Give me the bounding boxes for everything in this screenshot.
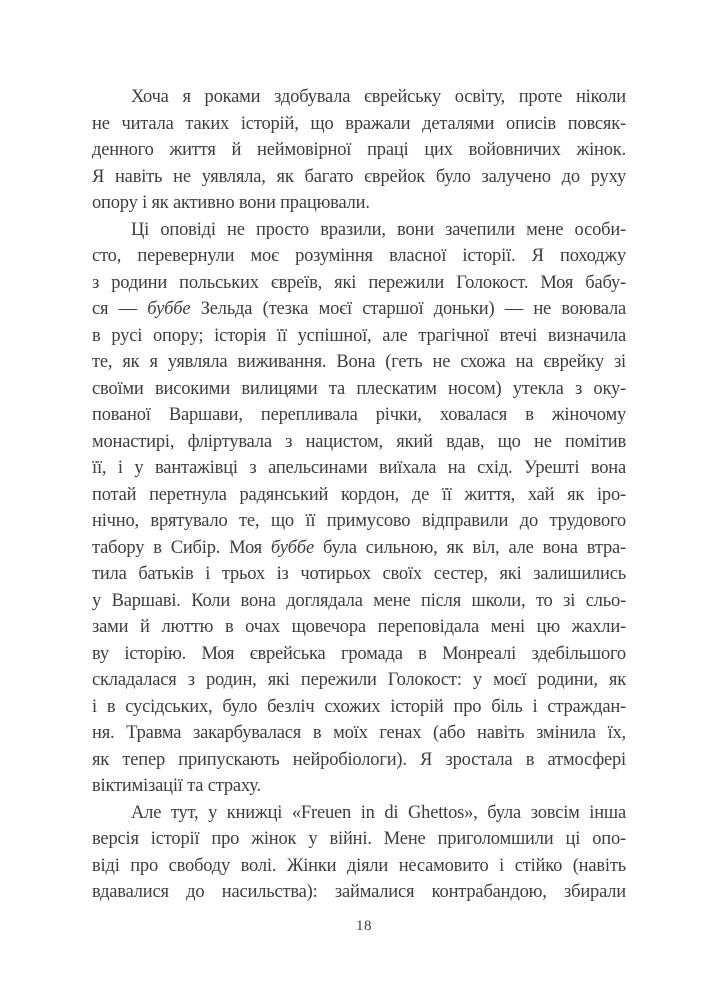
text-run: ня. Травма закарбувалася в моїх генах (або навіть змінила їх, <box>92 723 626 743</box>
page-number: 18 <box>356 918 372 934</box>
text-line <box>92 84 626 111</box>
text-run: версія історії про жінок у війні. Мене приголомшили ці опо- <box>92 829 626 849</box>
text-block <box>92 84 626 906</box>
text-run: нічно, врятувало те, що її примусово відправили до трудового <box>92 511 626 531</box>
text-line <box>92 720 626 747</box>
text-run: тила батьків і трьох із чотирьох своїх сестер, які залишились <box>92 564 626 584</box>
text-run: сто, перевернули моє розуміння власної історії. Я походжу <box>92 246 626 266</box>
text-line <box>92 376 626 403</box>
text-line <box>92 588 626 615</box>
text-line <box>92 614 626 641</box>
text-line <box>92 270 626 297</box>
text-line <box>92 323 626 350</box>
text-run: ся — <box>92 299 148 319</box>
text-run: в русі опору; історія її успішної, але трагічної втечі визначила <box>92 325 626 346</box>
text-run: денного життя й неймовірної праці цих войовничих жінок. <box>92 140 626 160</box>
text-line <box>92 879 626 906</box>
text-run: опору і як активно вони працювали. <box>92 193 370 213</box>
text-line <box>92 853 626 880</box>
text-run: у Варшаві. Коли вона доглядала мене після школи, то зі сльо- <box>92 590 626 611</box>
text-line <box>92 667 626 694</box>
paragraph <box>92 800 626 906</box>
text-line <box>92 747 626 774</box>
text-run: Ці оповіді не просто вразили, вони зачепили мене особи- <box>131 219 626 240</box>
text-line <box>92 455 626 482</box>
text-line <box>92 773 626 800</box>
italic-text-run: буббе <box>147 299 191 319</box>
text-line <box>92 402 626 429</box>
text-run: монастирі, фліртувала з нацистом, який вдав, що не помітив <box>92 431 626 452</box>
text-line <box>92 296 626 323</box>
paragraph <box>92 217 626 800</box>
text-run: не читала таких історій, що вражали деталями описів повсяк- <box>92 113 626 134</box>
text-run: пованої Варшави, перепливала річки, ховалася в жіночому <box>92 405 626 425</box>
text-run: своїми високими вилицями та плескатим носом) утекла з оку- <box>92 378 626 399</box>
text-run: була сильною, як віл, але вона втра- <box>314 537 626 558</box>
text-run: віді про свободу волі. Жінки діяли несамовито і стійко (навіть <box>92 855 626 876</box>
text-line <box>92 243 626 270</box>
text-run: складалася з родин, які пережили Голокост: у моєї родини, як <box>92 670 626 690</box>
italic-text-run: буббе <box>270 537 315 558</box>
text-line <box>92 508 626 535</box>
text-line <box>92 349 626 376</box>
text-line <box>92 694 626 721</box>
text-run: зами й люттю в очах щовечора переповідала мені цю жахли- <box>92 617 626 637</box>
text-line <box>92 535 626 562</box>
text-line <box>92 111 626 138</box>
text-run: ву історію. Моя єврейська громада в Монреалі здебільшого <box>92 643 626 664</box>
text-run: потай перетнула радянський кордон, де її життя, хай як іро- <box>92 484 626 505</box>
text-line <box>92 561 626 588</box>
text-run: табору в Сибір. Моя <box>92 537 271 558</box>
text-run: вдавалися до насильства): займалися контрабандою, збирали <box>92 882 626 902</box>
text-line <box>92 190 626 217</box>
text-run: Хоча я роками здобувала єврейську освіту, проте ніколи <box>131 87 626 107</box>
text-line <box>92 826 626 853</box>
text-run: те, як я уявляла виживання. Вона (геть не схожа на єврейку зі <box>92 352 626 372</box>
text-run: її, і у вантажівці з апельсинами виїхала на схід. Урешті вона <box>92 458 626 478</box>
text-run: як тепер припускають нейробіологи). Я зростала в атмосфері <box>92 749 626 770</box>
text-run: віктимізації та страху. <box>92 776 261 796</box>
text-line <box>92 429 626 456</box>
text-line <box>92 137 626 164</box>
text-run: Я навіть не уявляла, як багато єврейок було залучено до руху <box>92 166 626 187</box>
text-line <box>92 641 626 668</box>
text-run: і в сусідських, було безліч схожих історій про біль і страждан- <box>92 696 626 717</box>
text-run: з родини польських євреїв, які пережили Голокост. Моя бабу- <box>92 272 626 293</box>
text-line <box>92 164 626 191</box>
text-line <box>92 482 626 509</box>
paragraph <box>92 84 626 217</box>
text-line <box>92 217 626 244</box>
text-run: Але тут, у книжці «Freuen in di Ghettos», була зовсім інша <box>131 802 626 823</box>
text-run: Зельда (тезка моєї старшої доньки) — не воювала <box>190 299 626 319</box>
text-line <box>92 800 626 827</box>
